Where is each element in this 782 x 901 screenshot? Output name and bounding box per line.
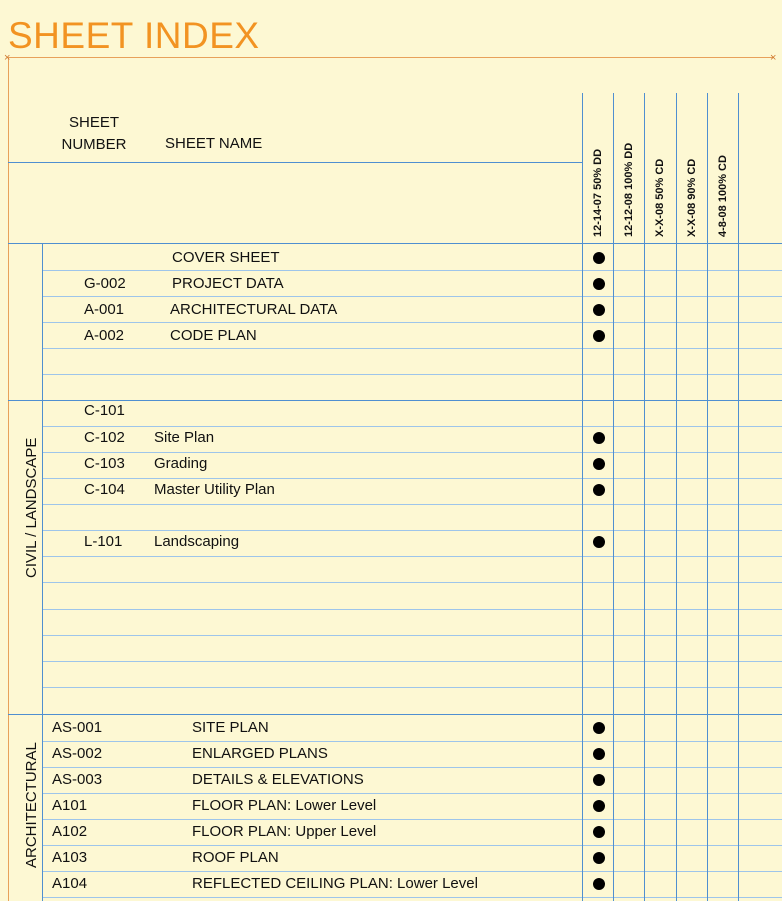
frame-top-border: [8, 57, 774, 58]
issue-column-line: [676, 93, 677, 901]
issued-dot-icon: [593, 774, 605, 786]
issued-dot-icon: [593, 878, 605, 890]
sheet-name: FLOOR PLAN: Lower Level: [192, 797, 377, 814]
row-line: [42, 687, 782, 688]
sheet-name: COVER SHEET: [172, 249, 280, 266]
row-line: [42, 530, 782, 531]
row-line: [42, 609, 782, 610]
sheet-name: PROJECT DATA: [172, 275, 284, 292]
sheet-number: C-103: [84, 455, 125, 472]
issued-dot-icon: [593, 826, 605, 838]
row-line: [42, 582, 782, 583]
issue-column-line: [707, 93, 708, 901]
row-line: [42, 767, 782, 768]
row-line: [42, 504, 782, 505]
sheet-number: A-001: [84, 301, 125, 318]
sheet-number: A-002: [84, 327, 125, 344]
row-line: [42, 845, 782, 846]
sheet-name: ROOF PLAN: [192, 849, 279, 866]
row-line: [42, 452, 782, 453]
sheet-name-header: SHEET NAME: [165, 135, 263, 152]
issued-dot-icon: [593, 722, 605, 734]
sheet-number: A101: [52, 797, 88, 814]
header-bottom-line: [8, 243, 782, 244]
group-divider: [8, 400, 782, 401]
issued-dot-icon: [593, 278, 605, 290]
row-line: [42, 322, 782, 323]
group-label-architectural: ARCHITECTURAL: [23, 742, 40, 868]
sheet-number: C-102: [84, 429, 125, 446]
row-line: [42, 478, 782, 479]
corner-mark-icon: ×: [770, 52, 777, 64]
issued-dot-icon: [593, 748, 605, 760]
row-line: [42, 296, 782, 297]
sheet-number: C-104: [84, 481, 125, 498]
sheet-name: FLOOR PLAN: Upper Level: [192, 823, 377, 840]
issue-column-line: [644, 93, 645, 901]
issue-column-line: [738, 93, 739, 901]
header-divider: [8, 162, 583, 163]
group-divider: [8, 714, 782, 715]
sheet-number: A103: [52, 849, 88, 866]
row-line: [42, 897, 782, 898]
sheet-number: G-002: [84, 275, 126, 292]
issue-column-header: X-X-08 50% CD: [654, 158, 666, 237]
sheet-name: ENLARGED PLANS: [192, 745, 328, 762]
sheet-name: Grading: [154, 455, 208, 472]
issued-dot-icon: [593, 458, 605, 470]
group-column-line: [42, 243, 43, 901]
sheet-number: AS-001: [52, 719, 103, 736]
row-line: [42, 556, 782, 557]
sheet-number: AS-002: [52, 745, 103, 762]
issue-column-header: 12-12-08 100% DD: [623, 142, 635, 237]
row-line: [42, 348, 782, 349]
row-line: [42, 793, 782, 794]
issue-column-header: X-X-08 90% CD: [686, 158, 698, 237]
issued-dot-icon: [593, 304, 605, 316]
row-line: [42, 871, 782, 872]
page-title: SHEET INDEX: [8, 15, 260, 56]
row-line: [42, 741, 782, 742]
sheet-number: C-101: [84, 402, 125, 419]
issued-dot-icon: [593, 800, 605, 812]
issued-dot-icon: [593, 852, 605, 864]
issued-dot-icon: [593, 330, 605, 342]
sheet-name: SITE PLAN: [192, 719, 269, 736]
row-line: [42, 661, 782, 662]
frame-left-border: [8, 57, 9, 901]
issue-column-line: [613, 93, 614, 901]
issue-column-header: 4-8-08 100% CD: [717, 155, 729, 237]
issue-column-line: [582, 93, 583, 901]
issued-dot-icon: [593, 252, 605, 264]
issue-column-header: 12-14-07 50% DD: [592, 148, 604, 237]
corner-mark-icon: ×: [4, 52, 11, 64]
issued-dot-icon: [593, 432, 605, 444]
row-line: [42, 635, 782, 636]
issued-dot-icon: [593, 536, 605, 548]
issued-dot-icon: [593, 484, 605, 496]
sheet-name: Master Utility Plan: [154, 481, 275, 498]
sheet-number-header: SHEET NUMBER: [61, 114, 127, 153]
sheet-number: AS-003: [52, 771, 103, 788]
sheet-name: CODE PLAN: [170, 327, 257, 344]
sheet-name: DETAILS & ELEVATIONS: [192, 771, 364, 788]
row-line: [42, 374, 782, 375]
sheet-number: L-101: [84, 533, 123, 550]
group-label-civil-landscape: CIVIL / LANDSCAPE: [23, 437, 40, 578]
sheet-name: Site Plan: [154, 429, 215, 446]
sheet-name: ARCHITECTURAL DATA: [170, 301, 338, 318]
sheet-number: A104: [52, 875, 88, 892]
sheet-name: REFLECTED CEILING PLAN: Lower Level: [192, 875, 478, 892]
sheet-number: A102: [52, 823, 88, 840]
row-line: [42, 270, 782, 271]
row-line: [42, 819, 782, 820]
row-line: [42, 426, 782, 427]
sheet-name: Landscaping: [154, 533, 240, 550]
